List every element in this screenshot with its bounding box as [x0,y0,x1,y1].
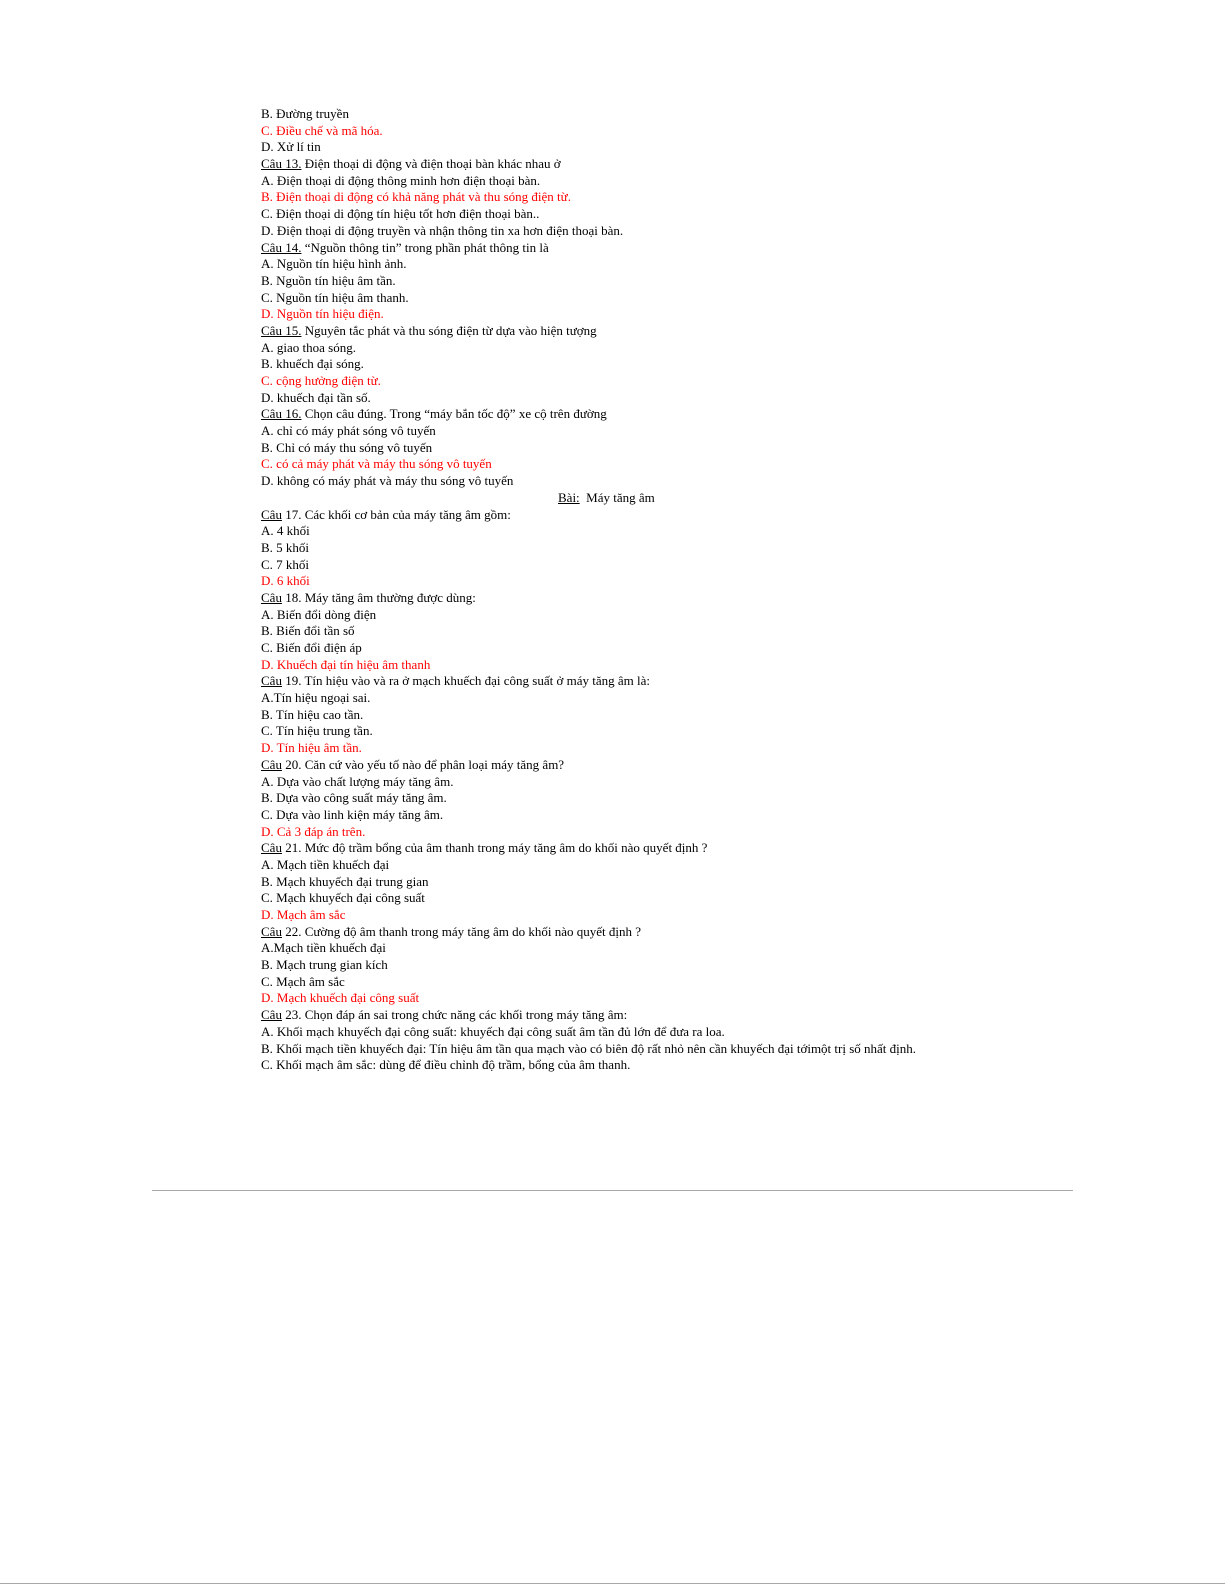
line-text: A.Mạch tiền khuếch đại [261,940,386,956]
line-text: 18. Máy tăng âm thường được dùng: [281,589,476,605]
line-text: Chọn câu đúng. Trong “máy bắn tốc độ” xe cộ trên đường [301,406,607,422]
answer-option [261,807,1161,824]
line-text: A. Mạch tiền khuếch đại [261,856,390,872]
question-line [261,1007,1161,1024]
answer-option [261,340,1161,357]
answer-option [261,523,1161,540]
line-text: C. 7 khối [261,556,310,572]
line-text: B. 5 khối [261,539,310,555]
document-page-content [261,106,1161,1074]
question-label: Câu 13. [261,156,302,172]
page-bottom-edge [0,1583,1225,1584]
answer-option [261,874,1161,891]
line-text: C. Khối mạch âm sắc: dùng để điều chỉnh độ trầm, bổng của âm thanh. [261,1057,631,1073]
answer-option [261,473,1161,490]
line-text: C. có cả máy phát và máy thu sóng vô tuyến [261,456,492,472]
line-text: 23. Chọn đáp án sai trong chức năng các khối trong máy tăng âm: [281,1007,628,1023]
line-text: D. Nguồn tín hiệu điện. [261,306,384,322]
line-text: 17. Các khối cơ bản của máy tăng âm gồm: [281,506,511,522]
line-text: C. Biến đổi điện áp [261,640,362,655]
answer-option [261,557,1161,574]
answer-option-correct [261,189,1161,206]
line-text: B. khuếch đại sóng. [261,356,364,372]
answer-option [261,707,1161,724]
answer-option-correct [261,990,1161,1007]
answer-option [261,723,1161,740]
answer-option [261,423,1161,440]
line-text: A. Dựa vào chất lượng máy tăng âm. [261,773,454,789]
answer-option-correct [261,373,1161,390]
answer-option [261,623,1161,640]
line-text: 19. Tín hiệu vào và ra ở mạch khuếch đại công suất ở máy tăng âm là: [281,673,650,689]
question-label: Câu [261,589,282,605]
line-text: B. Dựa vào công suất máy tăng âm. [261,790,447,806]
answer-option [261,223,1161,240]
line-text: B. Mạch khuyếch đại trung gian [261,873,429,889]
question-label: Câu [261,923,282,939]
section-heading [261,490,1161,507]
answer-option-correct [261,657,1161,674]
line-text: D. Mạch khuếch đại công suất [261,990,420,1006]
question-line [261,840,1161,857]
line-text: A. Khối mạch khuyếch đại công suất: khuyếch đại công suất âm tần đủ lớn để đưa ra loa. [261,1023,725,1039]
line-text: A. 4 khối [261,523,310,539]
answer-option [261,640,1161,657]
line-text: D. không có máy phát và máy thu sóng vô tuyến [261,473,514,489]
line-text: C. cộng hưởng điện từ. [261,373,381,388]
question-line [261,757,1161,774]
question-line [261,323,1161,340]
answer-option [261,957,1161,974]
answer-option-correct [261,306,1161,323]
line-text: A. Nguồn tín hiệu hình ảnh. [261,256,407,272]
line-text: D. Cả 3 đáp án trên. [261,823,366,839]
answer-option-correct [261,907,1161,924]
question-line [261,673,1161,690]
line-text: A.Tín hiệu ngoại sai. [261,690,371,706]
answer-option [261,774,1161,791]
answer-option [261,256,1161,273]
question-label: Câu [261,506,282,522]
line-text: B. Khối mạch tiền khuyếch đại: Tín hiệu âm tần qua mạch vào có biên độ rất nhỏ nên cần khuyếch đại tớimột trị số nhất định. [261,1040,917,1056]
line-text: D. Khuếch đại tín hiệu âm thanh [261,656,431,672]
question-line [261,406,1161,423]
line-text: D. Tín hiệu âm tần. [261,740,362,756]
line-text: 22. Cường độ âm thanh trong máy tăng âm do khối nào quyết định ? [281,923,642,939]
line-text: B. Tín hiệu cao tần. [261,706,364,722]
question-line [261,507,1161,524]
line-text: “Nguồn thông tin” trong phần phát thông tin là [301,239,549,255]
answer-option [261,290,1161,307]
line-text: B. Mạch trung gian kích [261,957,388,973]
answer-option [261,1057,1161,1074]
question-label: Câu 15. [261,322,302,338]
answer-option [261,440,1161,457]
answer-option [261,1041,1161,1058]
line-text: D. 6 khối [261,573,310,589]
line-text: C. Điện thoại di động tín hiệu tốt hơn điện thoại bàn.. [261,206,540,222]
answer-option [261,106,1161,123]
answer-option [261,607,1161,624]
page-separator-line [152,1190,1073,1191]
question-label: Câu 14. [261,239,302,255]
answer-option [261,974,1161,991]
question-label: Câu [261,673,282,689]
section-label: Bài: [558,489,580,505]
line-text: A. Điện thoại di động thông minh hơn điện thoại bàn. [261,172,541,188]
line-text: C. Mạch âm sắc [261,973,345,989]
line-text: C. Nguồn tín hiệu âm thanh. [261,289,409,305]
answer-option [261,273,1161,290]
line-text: D. Xử lí tin [261,139,321,155]
answer-option [261,890,1161,907]
answer-option-correct [261,573,1161,590]
line-text: C. Mạch khuyếch đại công suất [261,890,425,906]
line-text: A. chỉ có máy phát sóng vô tuyến [261,423,436,439]
line-text: B. Biến đổi tần số [261,623,355,639]
answer-option-correct [261,456,1161,473]
answer-option [261,206,1161,223]
line-text: Điện thoại di động và điện thoại bàn khác nhau ở [301,156,561,172]
line-text: D. Điện thoại di động truyền và nhận thông tin xa hơn điện thoại bàn. [261,222,624,238]
answer-option [261,857,1161,874]
question-label: Câu [261,756,282,772]
answer-option-correct [261,824,1161,841]
answer-option-correct [261,740,1161,757]
line-text: B. Nguồn tín hiệu âm tần. [261,272,396,288]
question-label: Câu 16. [261,406,302,422]
line-text: A. giao thoa sóng. [261,339,356,355]
line-text: B. Điện thoại di động có khả năng phát và thu sóng điện từ. [261,189,571,205]
answer-option [261,1024,1161,1041]
answer-option [261,540,1161,557]
answer-option [261,940,1161,957]
line-text: D. Mạch âm sắc [261,907,346,922]
line-text: C. Điều chế và mã hóa. [261,122,383,138]
answer-option-correct [261,123,1161,140]
line-text: D. khuếch đại tần số. [261,389,371,405]
answer-option [261,690,1161,707]
question-line [261,590,1161,607]
line-text: 20. Căn cứ vào yếu tố nào để phân loại máy tăng âm? [281,756,565,772]
line-text: Máy tăng âm [579,489,655,505]
question-label: Câu [261,840,282,856]
question-line [261,156,1161,173]
line-text: C. Dựa vào linh kiện máy tăng âm. [261,806,444,822]
answer-option [261,390,1161,407]
question-label: Câu [261,1007,282,1023]
question-line [261,240,1161,257]
line-text: B. Chỉ có máy thu sóng vô tuyến [261,439,433,455]
line-text: B. Đường truyền [261,106,349,121]
line-text: 21. Mức độ trầm bổng của âm thanh trong máy tăng âm do khối nào quyết định ? [281,840,708,856]
answer-option [261,173,1161,190]
question-line [261,924,1161,941]
answer-option [261,356,1161,373]
answer-option [261,790,1161,807]
answer-option [261,139,1161,156]
line-text: A. Biến đổi dòng điện [261,606,377,622]
line-text: Nguyên tắc phát và thu sóng điện từ dựa vào hiện tượng [301,322,597,338]
line-text: C. Tín hiệu trung tần. [261,723,373,739]
